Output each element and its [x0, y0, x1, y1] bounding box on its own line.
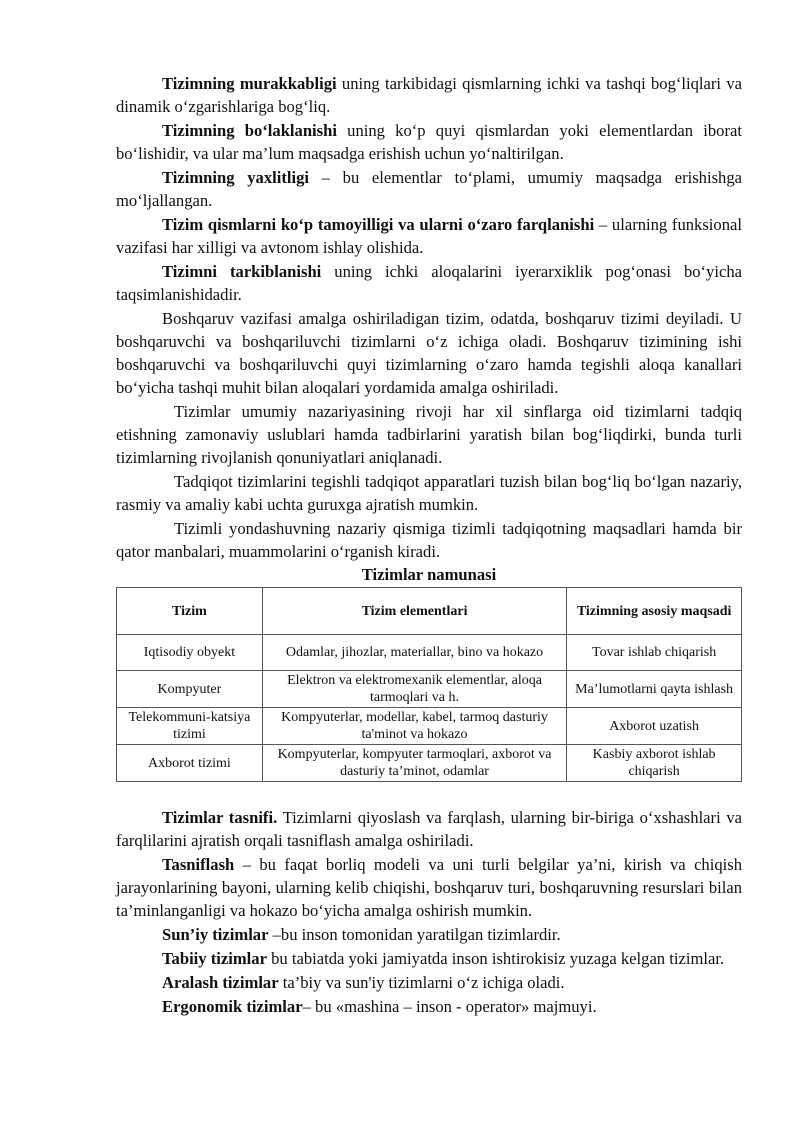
- paragraph: [116, 260, 742, 306]
- table-header-cell: Tizim elementlari: [262, 588, 566, 635]
- paragraph-term: Tizim qismlarni ko‘p tamoyilligi va ularni o‘zaro farqlanishi: [162, 215, 595, 234]
- table-row: [117, 671, 742, 708]
- paragraph-term: Tabiiy tizimlar: [162, 949, 267, 968]
- paragraph: [116, 119, 742, 165]
- paragraph-text: Tizimlar umumiy nazariyasining rivoji har xil sinflarga oid tizimlarni tadqiq etishning zamonaviy uslublari hamda tadbirlarini yaratish bilan bog‘liqdirki, bunda turli tizimlarning rivojlanish qonuniyatlari aniqlanadi.: [116, 402, 742, 467]
- table-cell: Ma’lumotlarni qayta ishlash: [567, 671, 742, 708]
- paragraph: [116, 400, 742, 469]
- paragraph-term: Tizimning yaxlitligi: [162, 168, 309, 187]
- paragraph-text: ta’biy va sun'iy tizimlarni o‘z ichiga oladi.: [278, 973, 565, 992]
- table-caption: Tizimlar namunasi: [361, 565, 497, 584]
- paragraph-text: – bu faqat borliq modeli va uni turli belgilar ya’ni, kirish va chiqish jarayonlarining bayoni, ularning kelib chiqishi, boshqaruv turi, boshqaruvning resurslari bilan ta’minlanganligi va hokazo bo‘yicha amalga oshirish mumkin.: [116, 855, 742, 920]
- paragraph-text: Tizimli yondashuvning nazariy qismiga tizimli tadqiqotning maqsadlari hamda bir qator manbalari, muammolarini o‘rganish kiradi.: [116, 519, 742, 561]
- table-cell: Elektron va elektromexanik elementlar, aloqa tarmoqlari va h.: [262, 671, 566, 708]
- paragraph: [116, 971, 742, 994]
- paragraph-text: uning ko‘p quyi qismlardan yoki elementlardan iborat bo‘lishidir, va ular ma’lum maqsadga erishish uchun yo‘naltirilgan.: [116, 121, 742, 163]
- paragraph: [116, 853, 742, 922]
- paragraph-term: Tizimning murakkabligi: [162, 74, 337, 93]
- table-header-cell: Tizim: [117, 588, 263, 635]
- paragraph-term: Tizimning bo‘laklanishi: [162, 121, 337, 140]
- paragraph: [116, 166, 742, 212]
- paragraph: [116, 923, 742, 946]
- table-cell: Kompyuterlar, kompyuter tarmoqlari, axborot va dasturiy ta’minot, odamlar: [262, 745, 566, 782]
- table-cell: Kompyuterlar, modellar, kabel, tarmoq dasturiy ta'minot va hokazo: [262, 708, 566, 745]
- paragraph-text: –bu inson tomonidan yaratilgan tizimlardir.: [268, 925, 561, 944]
- paragraph-text: – bu elementlar to‘plami, umumiy maqsadga erishishga mo‘ljallangan.: [116, 168, 742, 210]
- paragraph-text: Tizimlarni qiyoslash va farqlash, ularning bir-biriga o‘xshashlari va farqlilarini ajratish orqali tasniflash amalga oshiriladi.: [116, 808, 742, 850]
- paragraphs-top: [116, 72, 742, 563]
- paragraph-term: Tasniflash: [162, 855, 235, 874]
- table-cell: Axborot tizimi: [117, 745, 263, 782]
- paragraph: [116, 806, 742, 852]
- paragraph: [116, 213, 742, 259]
- paragraph-text: – bu «mashina – inson - operator» majmuyi.: [302, 997, 597, 1016]
- paragraph: [116, 72, 742, 118]
- paragraph: [116, 947, 742, 970]
- table-cell: Telekommuni-katsiya tizimi: [117, 708, 263, 745]
- table-cell: Iqtisodiy obyekt: [117, 635, 263, 671]
- systems-table: [116, 587, 742, 782]
- paragraph-text: uning ichki aloqalarini iyerarxiklik pog‘onasi bo‘yicha taqsimlanishidadir.: [116, 262, 742, 304]
- paragraph-term: Sun’iy tizimlar: [162, 925, 269, 944]
- paragraph-term: Aralash tizimlar: [162, 973, 279, 992]
- table-row: [117, 635, 742, 671]
- paragraph-text: – ularning funksional vazifasi har xilligi va avtonom ishlay olishida.: [116, 215, 742, 257]
- table-row: [117, 745, 742, 782]
- table-cell: Tovar ishlab chiqarish: [567, 635, 742, 671]
- paragraph-text: Tadqiqot tizimlarini tegishli tadqiqot apparatlari tuzish bilan bog‘liq bo‘lgan nazariy, rasmiy va amaliy kabi uchta guruxga ajratish mumkin.: [116, 472, 742, 514]
- paragraph: [116, 995, 742, 1018]
- table-row: [117, 708, 742, 745]
- table-header-row: [117, 588, 742, 635]
- table-cell: Axborot uzatish: [567, 708, 742, 745]
- paragraph: [116, 307, 742, 399]
- paragraphs-bottom: [116, 806, 742, 1018]
- paragraph-text: bu tabiatda yoki jamiyatda inson ishtirokisiz yuzaga kelgan tizimlar.: [266, 949, 725, 968]
- paragraph-text: Boshqaruv vazifasi amalga oshiriladigan tizim, odatda, boshqaruv tizimi deyiladi. U boshqaruvchi va boshqariluvchi tizimlarni o‘z ichiga oladi. Boshqaruv tizimining ishi boshqaruvchi va boshqariluvchi quyi tizimlarning o‘zaro hamda tegishli aloqa kanallari bo‘yicha tashqi muhit bilan aloqalari yordamida amalga oshiriladi.: [116, 309, 742, 397]
- document-page: [116, 72, 742, 1019]
- paragraph-term: Ergonomik tizimlar: [162, 997, 303, 1016]
- table-cell: Kompyuter: [117, 671, 263, 708]
- table-cell: Kasbiy axborot ishlab chiqarish: [567, 745, 742, 782]
- paragraph-term: Tizimni tarkiblanishi: [162, 262, 322, 281]
- spacer: [116, 782, 742, 806]
- paragraph: [116, 470, 742, 516]
- paragraph-term: Tizimlar tasnifi.: [162, 808, 278, 827]
- table-cell: Odamlar, jihozlar, materiallar, bino va hokazo: [262, 635, 566, 671]
- paragraph-text: uning tarkibidagi qismlarning ichki va tashqi bog‘liqlari va dinamik o‘zgarishlariga bog‘liq.: [116, 74, 742, 116]
- paragraph: [116, 517, 742, 563]
- table-header-cell: Tizimning asosiy maqsadi: [567, 588, 742, 635]
